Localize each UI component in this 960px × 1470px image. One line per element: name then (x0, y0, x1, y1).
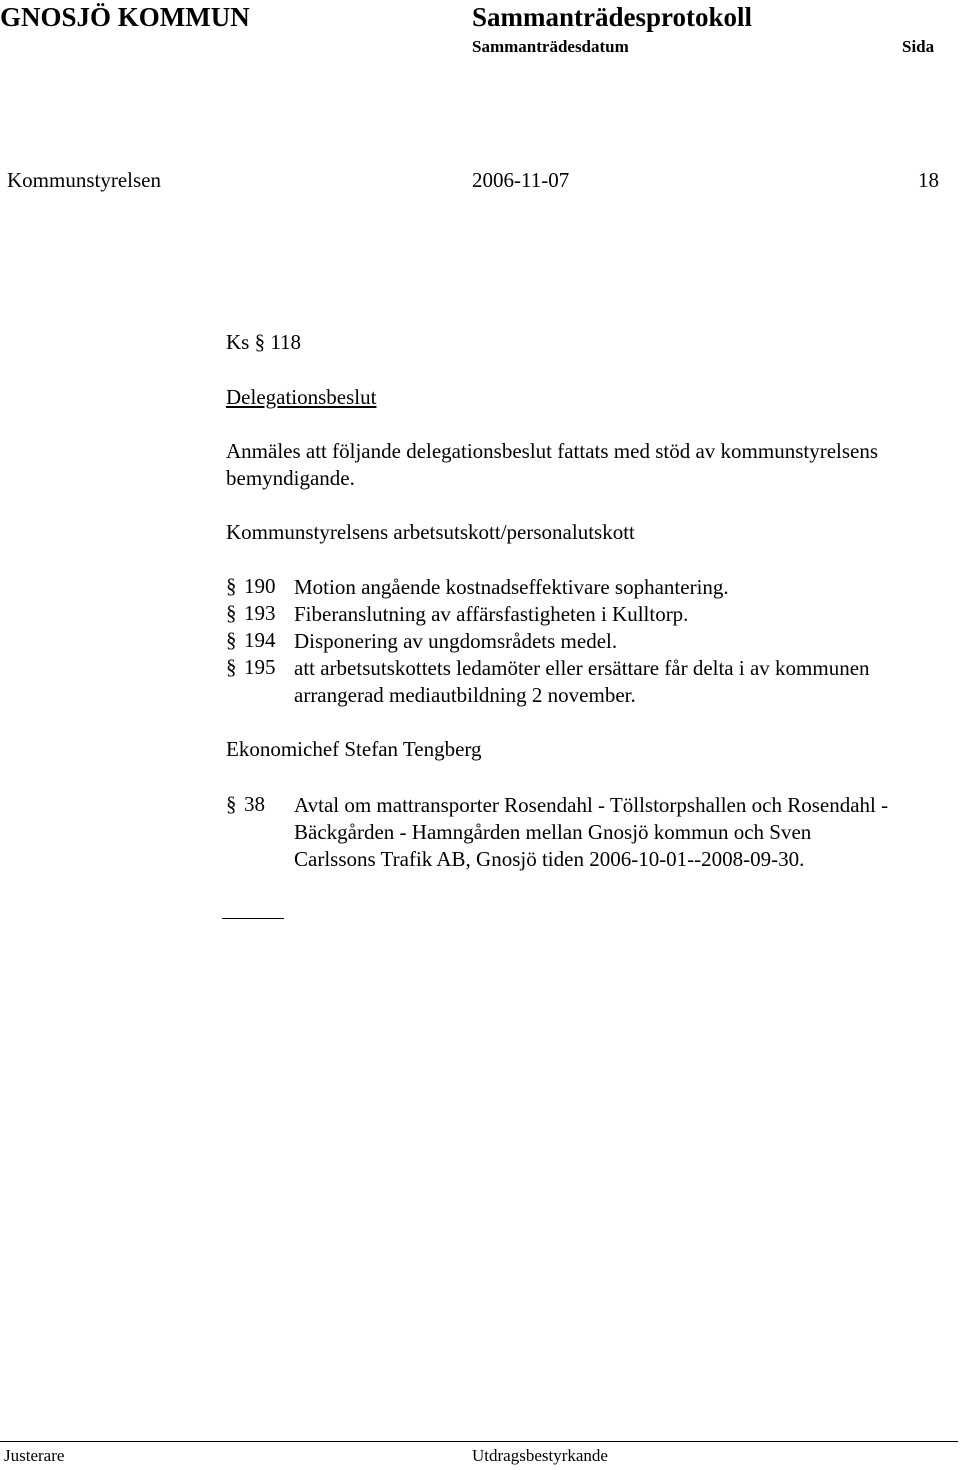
item-number: 38 (244, 792, 265, 816)
paragraph-symbol: § (226, 601, 237, 625)
body-name: Kommunstyrelsen (7, 168, 161, 192)
meeting-date: 2006-11-07 (472, 168, 570, 192)
intro-line-2: bemyndigande. (226, 466, 355, 490)
intro-line-1: Anmäles att följande delegationsbeslut fattats med stöd av kommunstyrelsens (226, 439, 879, 463)
footer-utdragsbestyrkande: Utdragsbestyrkande (472, 1446, 608, 1465)
group2-heading: Ekonomichef Stefan Tengberg (226, 737, 482, 761)
item-number: 195 (244, 655, 276, 679)
item-number: 194 (244, 628, 276, 652)
item-number: 193 (244, 601, 276, 625)
date-label: Sammanträdesdatum (472, 37, 629, 56)
footer-justerare: Justerare (4, 1446, 65, 1465)
paragraph-symbol: § (226, 628, 237, 652)
paragraph-symbol: § (226, 655, 237, 679)
section-number: Ks § 118 (226, 330, 302, 354)
page-number: 18 (918, 168, 939, 192)
footer-rule (0, 1441, 958, 1442)
section-title: Delegationsbeslut (226, 385, 377, 409)
item-text-line-3: Carlssons Trafik AB, Gnosjö tiden 2006-10-01--2008-09-30. (294, 847, 805, 871)
short-divider (222, 918, 284, 919)
item-text-line-2: arrangerad mediautbildning 2 november. (294, 683, 636, 707)
item-text-line-1: Avtal om mattransporter Rosendahl - Töllstorpshallen och Rosendahl - (294, 793, 889, 817)
item-text: Motion angående kostnadseffektivare sophantering. (294, 575, 729, 599)
page-label: Sida (902, 37, 935, 56)
paragraph-symbol: § (226, 574, 237, 598)
item-number: 190 (244, 574, 276, 598)
document-type: Sammanträdesprotokoll (472, 2, 753, 32)
item-text-line-1: att arbetsutskottets ledamöter eller ersättare får delta i av kommunen (294, 656, 870, 680)
group1-heading: Kommunstyrelsens arbetsutskott/personalutskott (226, 520, 635, 544)
item-text: Fiberanslutning av affärsfastigheten i Kulltorp. (294, 602, 689, 626)
item-text-line-2: Bäckgården - Hamngården mellan Gnosjö kommun och Sven (294, 820, 812, 844)
paragraph-symbol: § (226, 792, 237, 816)
organization-name: GNOSJÖ KOMMUN (0, 2, 250, 32)
item-text: Disponering av ungdomsrådets medel. (294, 629, 618, 653)
